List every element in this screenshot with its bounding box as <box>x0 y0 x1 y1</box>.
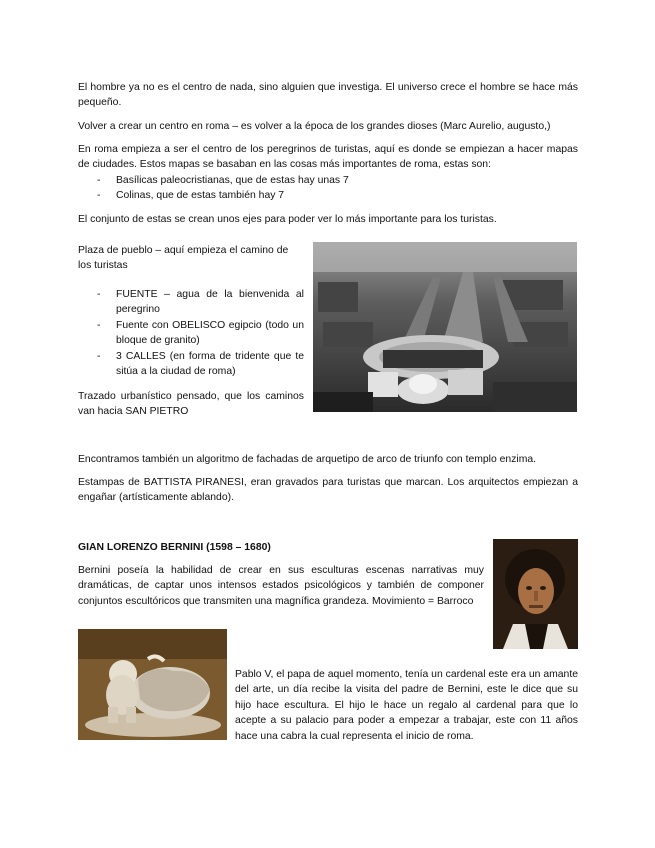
paragraph-ejes: El conjunto de estas se crean unos ejes para poder ver lo más importante para los turistas. <box>78 214 497 225</box>
paragraph-pablo-v: Pablo V, el papa de aquel momento, tenía un cardenal este era un amante del arte, un día recibe la visita del padre de Bernini, este le dice que su hijo hace escultura. El hijo le hace un regalo al cardenal para que lo acepte a su palacio para poder a empezar a trabajar, este con 11 años hace una cabra la cual representa el inicio de roma. <box>235 669 578 742</box>
paragraph-centro: Volver a crear un centro en roma – es volver a la época de los grandes dioses (Marc Aurelio, augusto,) <box>78 121 551 132</box>
list-plaza-elements <box>78 287 304 379</box>
paragraph-piranesi: Estampas de BATTISTA PIRANESI, eran gravados para turistas que marcan. Los arquitectos empiezan a engañar (artísticamente ablando). <box>78 477 578 504</box>
list-item: - 3 CALLES (en forma de tridente que te sitúa a la ciudad de roma) <box>97 350 304 378</box>
paragraph-trazado: Trazado urbanístico pensado, que los caminos van hacia SAN PIETRO <box>78 391 304 418</box>
aerial-photo-san-pietro <box>313 242 577 412</box>
bullet-dash: - <box>97 175 101 186</box>
list-item: - Basílicas paleocristianas, que de estas hay unas 7 <box>78 173 578 188</box>
list-item: - Fuente con OBELISCO egipcio (todo un bloque de granito) <box>97 319 304 347</box>
bullet-dash: - <box>97 350 101 362</box>
paragraph-intro: El hombre ya no es el centro de nada, sino alguien que investiga. El universo crece el hombre se hace más pequeño. <box>78 82 578 109</box>
bullet-dash: - <box>97 289 101 300</box>
bullet-dash: - <box>97 319 101 331</box>
list-item: - FUENTE – agua de la bienvenida al peregrino <box>97 289 304 316</box>
goat-sculpture-photo <box>78 629 227 740</box>
paragraph-plaza: Plaza de pueblo – aquí empieza el camino de los turistas <box>78 245 289 272</box>
paragraph-fachadas: Encontramos también un algoritmo de fachadas de arquetipo de arco de triunfo con templo enzima. <box>78 454 537 465</box>
list-item: - Colinas, que de estas también hay 7 <box>78 188 578 203</box>
paragraph-bernini-skill: Bernini poseía la habilidad de crear en sus esculturas escenas narrativas muy dramáticas, de captar unos intensos estados psicológicos y también de componer conjuntos escultóricos que transmiten una magnífica grandeza. Movimiento = Barroco <box>78 565 484 607</box>
list-important-places <box>78 173 578 204</box>
section-heading-bernini: GIAN LORENZO BERNINI (1598 – 1680) <box>78 542 271 553</box>
bullet-dash: - <box>97 190 101 202</box>
paragraph-peregrinos: En roma empieza a ser el centro de los peregrinos de turistas, aquí es donde se empiezan a hacer mapas de ciudades. Estos mapas se basaban en las cosas más importantes de roma, estas son: <box>78 144 578 171</box>
bernini-portrait <box>493 539 578 649</box>
